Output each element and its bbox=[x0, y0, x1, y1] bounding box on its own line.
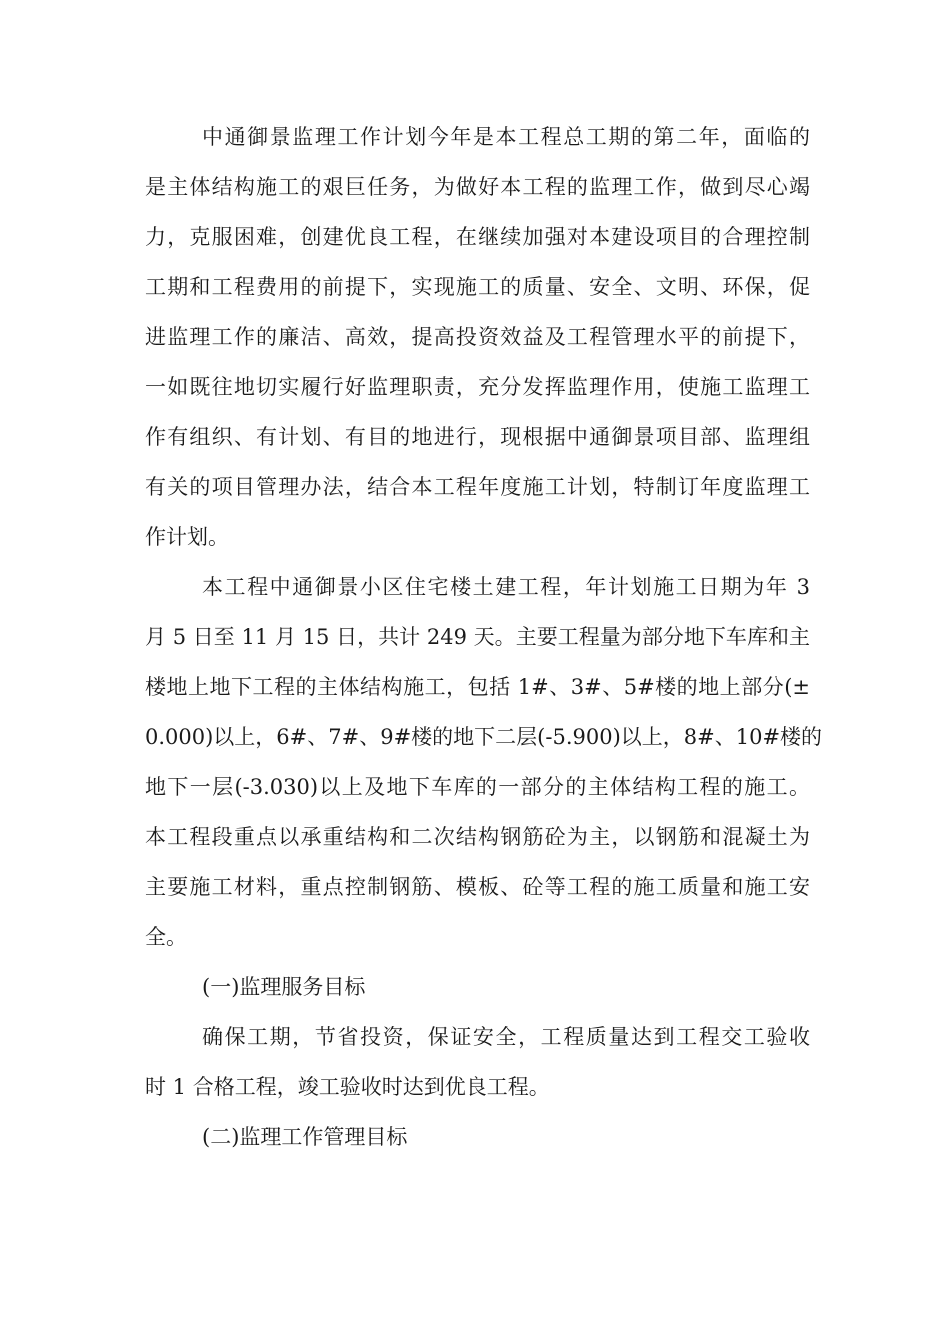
paragraph-line: 楼地上地下工程的主体结构施工，包括 1#、3#、5#楼的地上部分(± bbox=[145, 675, 810, 699]
paragraph-line: 月 5 日至 11 月 15 日，共计 249 天。主要工程量为部分地下车库和主 bbox=[145, 625, 810, 649]
paragraph-line: 地下一层(-3.030)以上及地下车库的一部分的主体结构工程的施工。 bbox=[145, 775, 810, 799]
document-body bbox=[145, 112, 823, 1162]
paragraph-line: 时 1 合格工程，竣工验收时达到优良工程。 bbox=[145, 1075, 550, 1099]
paragraph-line: 作有组织、有计划、有目的地进行，现根据中通御景项目部、监理组 bbox=[145, 425, 810, 449]
section-heading: (一)监理服务目标 bbox=[202, 975, 366, 999]
paragraph-line: 是主体结构施工的艰巨任务，为做好本工程的监理工作，做到尽心竭 bbox=[145, 175, 810, 199]
paragraph-line: 进监理工作的廉洁、高效，提高投资效益及工程管理水平的前提下， bbox=[145, 325, 810, 349]
section-heading: (二)监理工作管理目标 bbox=[202, 1125, 408, 1149]
paragraph-line: 全。 bbox=[145, 925, 187, 949]
paragraph-line: 作计划。 bbox=[145, 525, 229, 549]
paragraph-service-goal bbox=[145, 1012, 810, 1112]
section-heading-service-goal bbox=[145, 962, 810, 1012]
section-heading-management-goal bbox=[145, 1112, 810, 1162]
paragraph-line: 中通御景监理工作计划今年是本工程总工期的第二年，面临的 bbox=[202, 125, 810, 149]
paragraph-line: 一如既往地切实履行好监理职责，充分发挥监理作用，使施工监理工 bbox=[145, 375, 810, 399]
paragraph-line: 力，克服困难，创建优良工程，在继续加强对本建设项目的合理控制 bbox=[145, 225, 810, 249]
paragraph-intro bbox=[145, 112, 810, 562]
paragraph-line: 有关的项目管理办法，结合本工程年度施工计划，特制订年度监理工 bbox=[145, 475, 810, 499]
paragraph-line: 工期和工程费用的前提下，实现施工的质量、安全、文明、环保，促 bbox=[145, 275, 810, 299]
paragraph-line: 本工程中通御景小区住宅楼土建工程，年计划施工日期为年 3 bbox=[202, 575, 810, 599]
paragraph-line: 主要施工材料，重点控制钢筋、模板、砼等工程的施工质量和施工安 bbox=[145, 875, 810, 899]
paragraph-overview bbox=[145, 562, 823, 962]
paragraph-line: 0.000)以上，6#、7#、9#楼的地下二层(-5.900)以上，8#、10#楼的 bbox=[145, 725, 823, 749]
paragraph-line: 确保工期，节省投资，保证安全，工程质量达到工程交工验收 bbox=[202, 1025, 810, 1049]
paragraph-line: 本工程段重点以承重结构和二次结构钢筋砼为主，以钢筋和混凝土为 bbox=[145, 825, 810, 849]
